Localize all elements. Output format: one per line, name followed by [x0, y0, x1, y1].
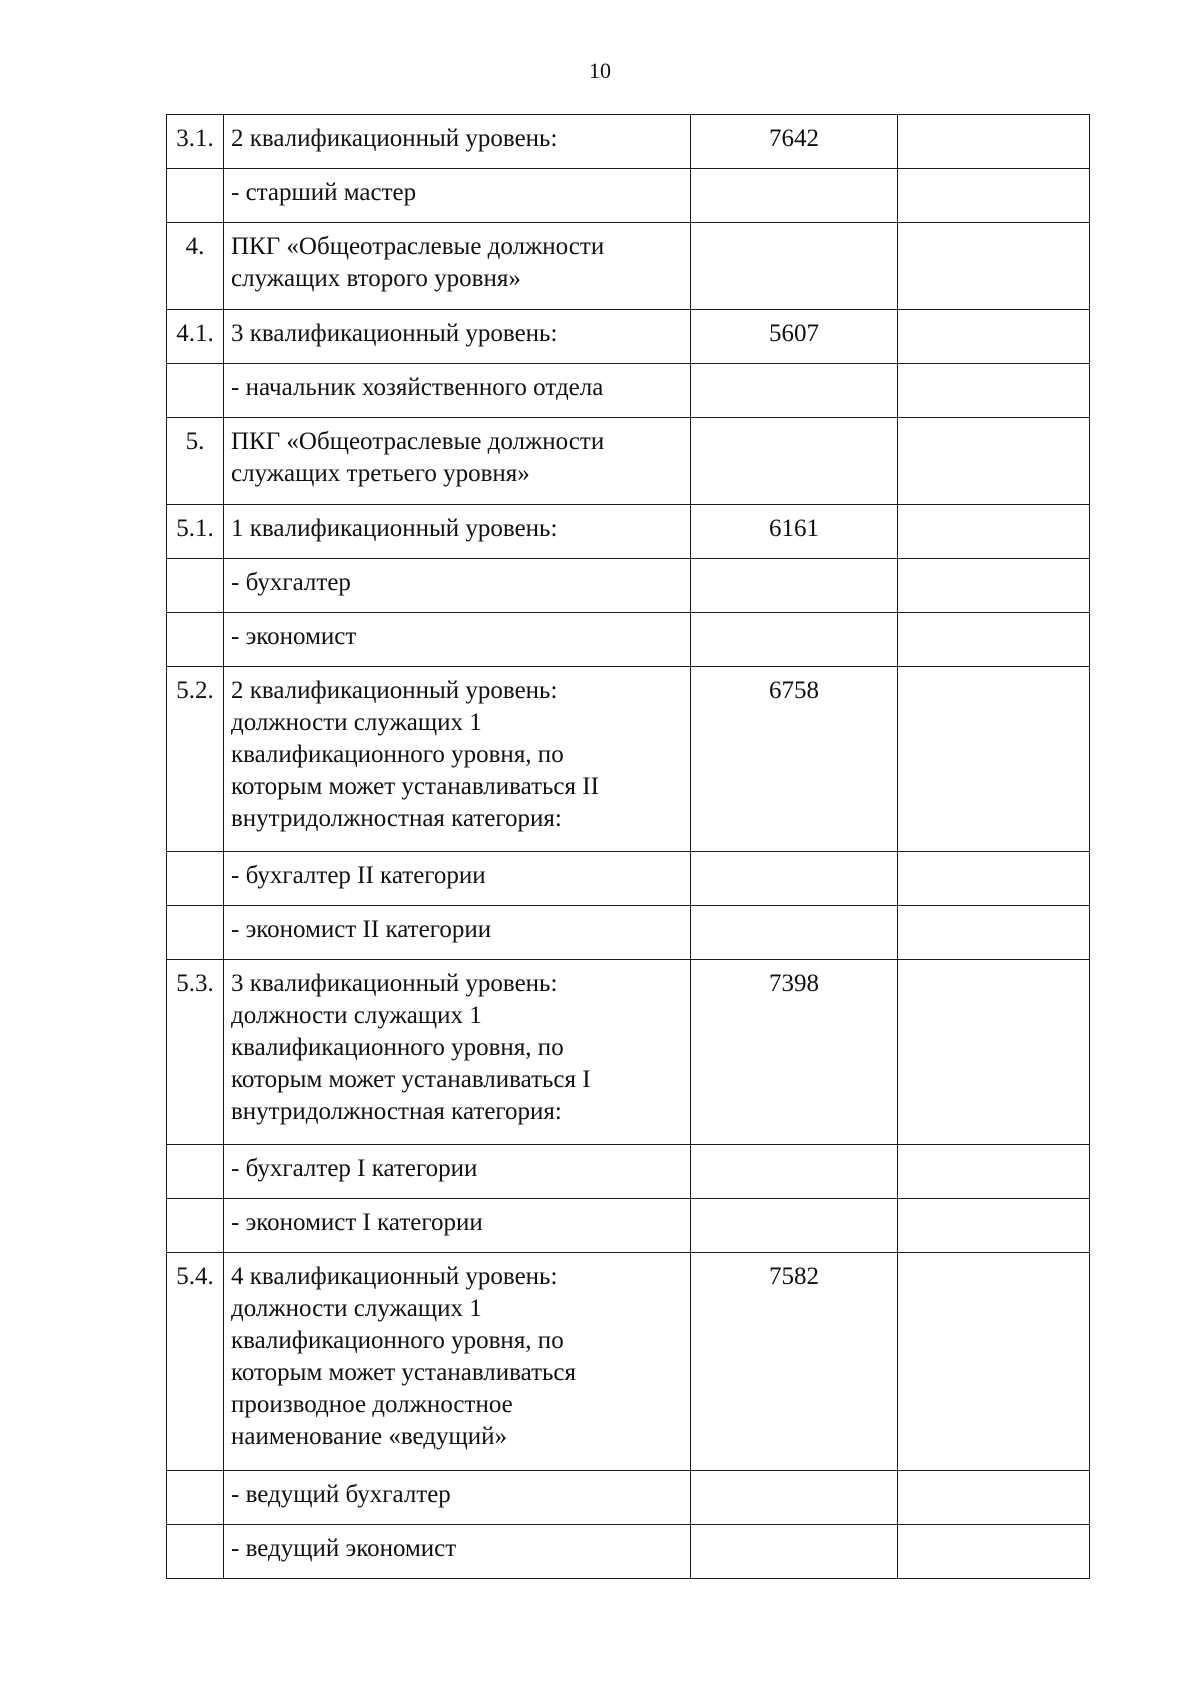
position-name-line: 3 квалификационный уровень: [231, 970, 558, 997]
position-name-cell [224, 1471, 691, 1525]
row-number-cell: 5.4. [167, 1253, 224, 1471]
row-number-cell: 5. [167, 418, 224, 505]
page-number: 10 [589, 58, 611, 83]
position-name-line: производное должностное [231, 1391, 513, 1418]
salary-value-cell [691, 906, 898, 960]
position-name-cell [224, 667, 691, 852]
row-number-cell: 3.1. [167, 115, 224, 169]
extra-cell [898, 1199, 1090, 1253]
table-row [167, 906, 1090, 960]
position-name-line: - бухгалтер I категории [231, 1155, 478, 1182]
table-row [167, 1471, 1090, 1525]
position-name-line: - старший мастер [231, 179, 417, 206]
extra-cell [898, 1145, 1090, 1199]
extra-cell [898, 1525, 1090, 1579]
row-number-cell [167, 906, 224, 960]
extra-cell [898, 169, 1090, 223]
position-name-cell [224, 559, 691, 613]
table-row [167, 169, 1090, 223]
extra-cell [898, 418, 1090, 505]
position-name-line: внутридолжностная категория: [231, 1098, 562, 1125]
table-row [167, 852, 1090, 906]
salary-value-cell [691, 1199, 898, 1253]
row-number-cell: 4.1. [167, 310, 224, 364]
row-number-cell [167, 1525, 224, 1579]
salary-value-cell [691, 223, 898, 310]
position-name-cell [224, 364, 691, 418]
position-name-line: 4 квалификационный уровень: [231, 1263, 558, 1290]
table-row [167, 1199, 1090, 1253]
position-name-cell [224, 310, 691, 364]
extra-cell [898, 1253, 1090, 1471]
extra-cell [898, 505, 1090, 559]
position-name-line: внутридолжностная категория: [231, 805, 562, 832]
salary-value-cell: 7642 [691, 115, 898, 169]
table-row [167, 559, 1090, 613]
row-number-cell [167, 559, 224, 613]
table-row [167, 418, 1090, 505]
position-name-line: - экономист II категории [231, 916, 492, 943]
extra-cell [898, 1471, 1090, 1525]
salary-value-cell [691, 1145, 898, 1199]
salary-value-cell [691, 418, 898, 505]
position-name-line: - бухгалтер II категории [231, 862, 486, 889]
table-row [167, 310, 1090, 364]
position-name-line: - экономист [231, 623, 357, 650]
position-name-line: ПКГ «Общеотраслевые должности [231, 233, 605, 260]
position-name-line: служащих третьего уровня» [231, 460, 530, 487]
salary-value-cell: 6161 [691, 505, 898, 559]
position-name-line: 3 квалификационный уровень: [231, 320, 558, 347]
row-number-cell: 5.2. [167, 667, 224, 852]
row-number-cell [167, 364, 224, 418]
salary-value-cell [691, 559, 898, 613]
position-name-line: квалификационного уровня, по [231, 741, 564, 768]
table-row [167, 667, 1090, 852]
row-number-cell [167, 1145, 224, 1199]
position-name-line: ПКГ «Общеотраслевые должности [231, 428, 605, 455]
table-row [167, 1525, 1090, 1579]
extra-cell [898, 613, 1090, 667]
position-name-line: которым может устанавливаться II [231, 773, 599, 800]
position-name-line: квалификационного уровня, по [231, 1034, 564, 1061]
table-body [167, 115, 1090, 1579]
position-name-line: - начальник хозяйственного отдела [231, 374, 604, 401]
extra-cell [898, 310, 1090, 364]
position-name-line: 1 квалификационный уровень: [231, 515, 558, 542]
position-name-line: должности служащих 1 [231, 1295, 482, 1322]
table-row [167, 613, 1090, 667]
position-name-cell [224, 169, 691, 223]
position-name-cell [224, 505, 691, 559]
salary-value-cell: 7582 [691, 1253, 898, 1471]
extra-cell [898, 667, 1090, 852]
position-name-cell [224, 852, 691, 906]
table-row [167, 223, 1090, 310]
salary-value-cell [691, 169, 898, 223]
extra-cell [898, 960, 1090, 1145]
position-name-line: - ведущий экономист [231, 1535, 457, 1562]
salary-value-cell [691, 852, 898, 906]
position-name-line: должности служащих 1 [231, 709, 482, 736]
position-name-cell [224, 1199, 691, 1253]
position-name-cell [224, 960, 691, 1145]
row-number-cell [167, 169, 224, 223]
position-name-line: - бухгалтер [231, 569, 351, 596]
position-name-cell [224, 906, 691, 960]
position-name-cell [224, 1145, 691, 1199]
position-name-line: служащих второго уровня» [231, 265, 521, 292]
salary-value-cell [691, 1525, 898, 1579]
extra-cell [898, 115, 1090, 169]
position-name-line: - экономист I категории [231, 1209, 483, 1236]
position-name-line: 2 квалификационный уровень: [231, 125, 558, 152]
table-row [167, 115, 1090, 169]
row-number-cell: 4. [167, 223, 224, 310]
table-row [167, 505, 1090, 559]
table-row [167, 960, 1090, 1145]
row-number-cell: 5.1. [167, 505, 224, 559]
salary-value-cell [691, 364, 898, 418]
salary-value-cell: 6758 [691, 667, 898, 852]
extra-cell [898, 906, 1090, 960]
position-name-line: 2 квалификационный уровень: [231, 677, 558, 704]
position-name-cell [224, 613, 691, 667]
position-name-cell [224, 418, 691, 505]
row-number-cell [167, 1471, 224, 1525]
position-name-line: квалификационного уровня, по [231, 1327, 564, 1354]
position-name-cell [224, 1525, 691, 1579]
salary-value-cell: 7398 [691, 960, 898, 1145]
row-number-cell [167, 852, 224, 906]
row-number-cell: 5.3. [167, 960, 224, 1145]
table-row [167, 1145, 1090, 1199]
position-name-cell [224, 223, 691, 310]
table-row [167, 1253, 1090, 1471]
extra-cell [898, 559, 1090, 613]
extra-cell [898, 223, 1090, 310]
position-name-cell [224, 115, 691, 169]
salary-value-cell: 5607 [691, 310, 898, 364]
row-number-cell [167, 613, 224, 667]
position-name-line: наименование «ведущий» [231, 1423, 507, 1450]
extra-cell [898, 364, 1090, 418]
extra-cell [898, 852, 1090, 906]
salary-table [166, 114, 1090, 1579]
salary-value-cell [691, 1471, 898, 1525]
position-name-line: - ведущий бухгалтер [231, 1481, 451, 1508]
table-row [167, 364, 1090, 418]
position-name-line: должности служащих 1 [231, 1002, 482, 1029]
position-name-line: которым может устанавливаться I [231, 1066, 591, 1093]
position-name-cell [224, 1253, 691, 1471]
row-number-cell [167, 1199, 224, 1253]
salary-value-cell [691, 613, 898, 667]
position-name-line: которым может устанавливаться [231, 1359, 576, 1386]
